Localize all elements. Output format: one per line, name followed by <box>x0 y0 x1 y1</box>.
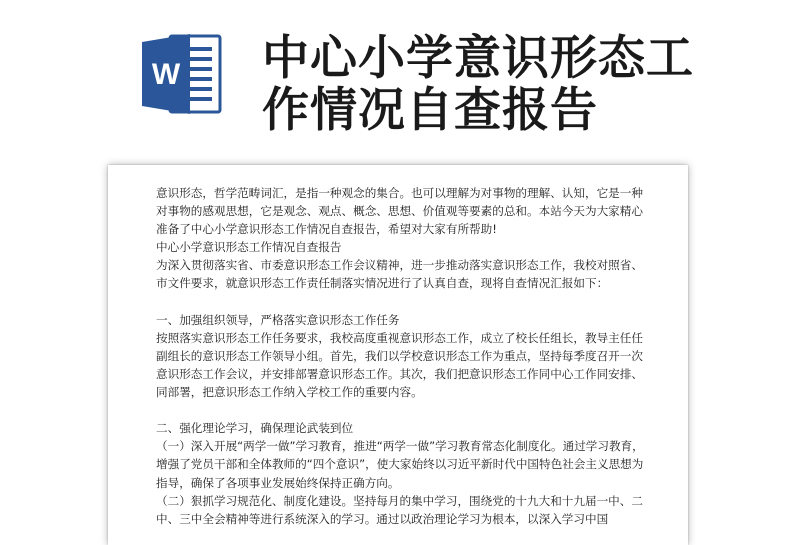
header <box>0 0 800 160</box>
paragraph-intro: 意识形态，哲学范畴词汇，是指一种观念的集合。也可以理解为对事物的理解、认知，它是一种对事物的感观思想，它是观念、观点、概念、思想、价值观等要素的总和。本站今天为大家精心准备了中心小学意识形态工作情况自查报告，希望对大家有所帮助! <box>156 186 643 237</box>
document-title: 中心小学意识形态工作情况自查报告 <box>262 31 694 138</box>
word-icon-letter: W <box>151 58 181 91</box>
paragraph-subtitle: 中心小学意识形态工作情况自查报告 <box>156 240 342 255</box>
section-heading-2: 二、强化理论学习，确保理论武装到位 <box>156 421 354 436</box>
paragraph-section-2-item-2: （二）狠抓学习规范化、制度化建设。坚持每月的集中学习，围绕党的十九大和十九届一中、二中、三中全会精神等进行系统深入的学习。通过以政治理论学习为根本，以深入学习中国 <box>156 493 643 526</box>
section-heading-1: 一、加强组织领导，严格落实意识形态工作任务 <box>156 312 400 327</box>
word-document-icon <box>140 32 224 116</box>
paragraph-section-1: 按照落实意识形态工作任务要求，我校高度重视意识形态工作，成立了校长任组长，教导主任任副组长的意识形态工作领导小组。首先，我们以学校意识形态工作为重点，坚持每季度召开一次意识形态工作会议，并安排部署意识形态工作。其次，我们把意识形态工作同中心工作同安排、同部署，把意识形态工作纳入学校工作的重要内容。 <box>156 330 643 400</box>
paragraph-section-2-item-1: （一）深入开展“两学一做”学习教育，推进“两学一做”学习教育常态化制度化。通过学习教育，增强了党员干部和全体教师的“四个意识”，使大家始终以习近平新时代中国特色社会主义思想为指导，确保了各项事业发展始终保持正确方向。 <box>156 439 644 490</box>
paragraph-spacer <box>156 293 652 311</box>
document-page <box>108 165 688 545</box>
document-body <box>156 184 652 528</box>
paragraph-spacer <box>156 401 652 419</box>
paragraph-preface: 为深入贯彻落实省、市委意识形态工作会议精神，进一步推动落实意识形态工作，我校对照省、市文件要求，就意识形态工作责任制落实情况进行了认真自查，现将自查情况汇报如下： <box>156 258 643 291</box>
